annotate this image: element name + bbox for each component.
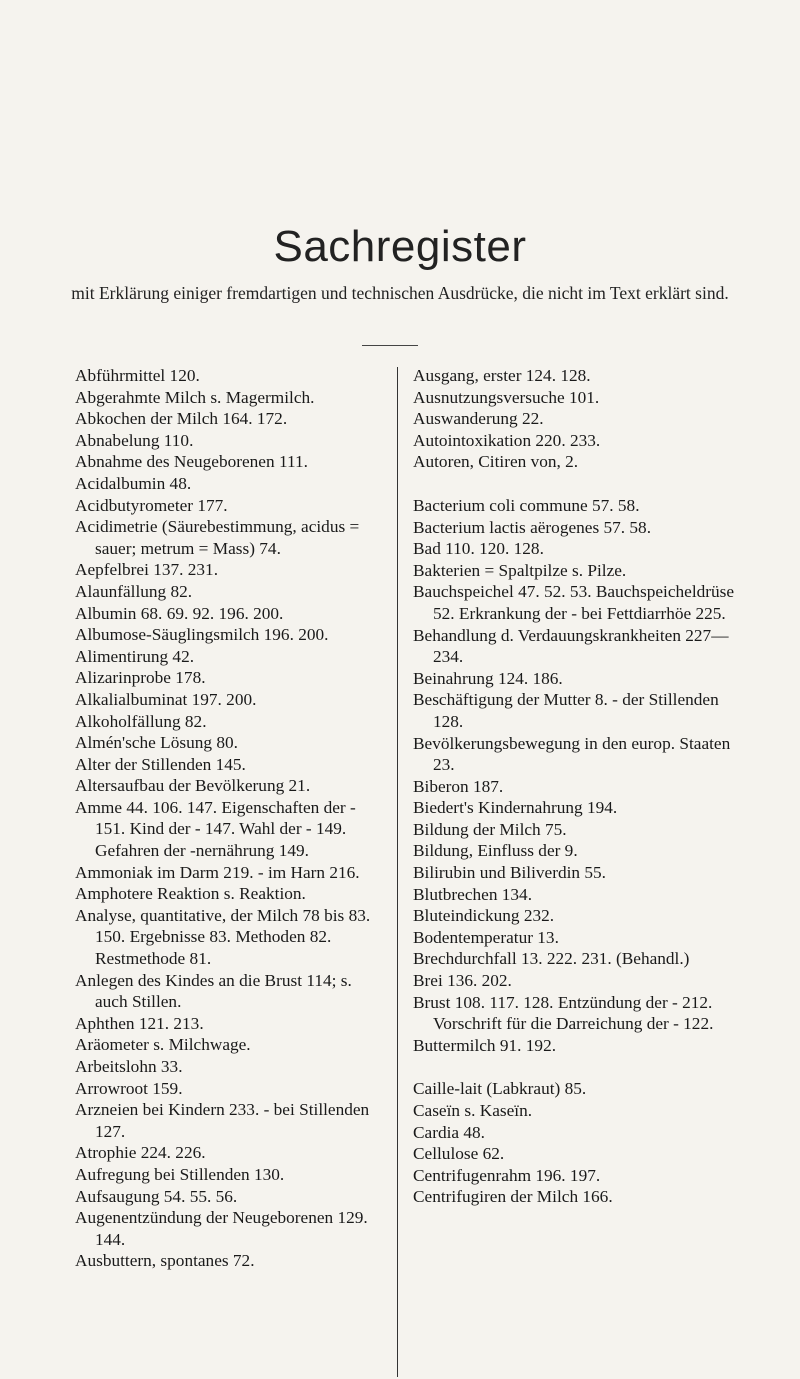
index-entry: Beinahrung 124. 186. — [413, 668, 563, 688]
index-entry: Caille-lait (Labkraut) 85. — [413, 1079, 587, 1099]
index-entry: Abnabelung 110. — [75, 430, 194, 450]
index-entry: Biedert's Kindernahrung 194. — [413, 798, 618, 818]
index-entry: Bevölkerungsbewegung in den europ. Staaten 23. — [413, 733, 731, 775]
index-entry: Augenentzündung der Neugeborenen 129. 144. — [75, 1208, 368, 1249]
index-entry: Ausgang, erster 124. 128. — [413, 366, 591, 385]
page-title: Sachregister — [273, 222, 527, 271]
index-entry: Bodentemperatur 13. — [413, 927, 559, 947]
index-entry: Caseïn s. Kaseïn. — [413, 1101, 533, 1120]
index-entry: Abkochen der Milch 164. 172. — [75, 409, 288, 429]
index-entry: Anlegen des Kindes an die Brust 114; s. auch Stillen. — [75, 970, 352, 1012]
index-entry: Centrifugiren der Milch 166. — [413, 1187, 613, 1207]
letter-group-gap — [413, 1056, 743, 1078]
index-entry: Alimentirung 42. — [75, 646, 195, 666]
index-entry: Brust 108. 117. 128. Entzündung der - 212. Vorschrift für die Darreichung der - 122. — [413, 992, 714, 1034]
index-entry: Cellulose 62. — [413, 1144, 505, 1164]
index-entry: Buttermilch 91. 192. — [413, 1035, 557, 1055]
index-entry: Arbeitslohn 33. — [75, 1057, 183, 1076]
index-left-column — [75, 365, 385, 1272]
page-subtitle: mit Erklärung einiger fremdartigen und technischen Ausdrücke, die nicht im Text erklärt sind. — [71, 283, 729, 303]
index-entry: Acidbutyrometer 177. — [75, 495, 228, 515]
index-entry: Behandlung d. Verdauungskrankheiten 227—234. — [413, 625, 729, 667]
index-entry: Bluteindickung 232. — [413, 906, 555, 926]
index-entry: Brechdurchfall 13. 222. 231. (Behandl.) — [413, 949, 690, 969]
index-entry: Amphotere Reaktion s. Reaktion. — [75, 884, 306, 904]
index-entry: Acidalbumin 48. — [75, 473, 192, 493]
index-entry: Alter der Stillenden 145. — [75, 754, 246, 774]
index-entry: Acidimetrie (Säurebestimmung, acidus = sauer; metrum = Mass) 74. — [75, 517, 360, 558]
index-entry: Almén'sche Lösung 80. — [75, 733, 238, 753]
index-entry: Aräometer s. Milchwage. — [75, 1035, 251, 1055]
index-entry: Altersaufbau der Bevölkerung 21. — [75, 776, 311, 796]
index-entry: Aufregung bei Stillenden 130. — [75, 1164, 285, 1184]
index-entry: Alaunfällung 82. — [75, 581, 193, 601]
index-entry: Cardia 48. — [413, 1122, 485, 1142]
index-entry: Blutbrechen 134. — [413, 884, 533, 904]
index-entry: Ausbuttern, spontanes 72. — [75, 1251, 255, 1271]
index-entry: Abgerahmte Milch s. Magermilch. — [75, 387, 315, 407]
index-entry: Bildung, Einfluss der 9. — [413, 841, 578, 861]
index-entry: Bilirubin und Biliverdin 55. — [413, 863, 606, 883]
index-entry: Biberon 187. — [413, 776, 504, 796]
index-entry: Ammoniak im Darm 219. - im Harn 216. — [75, 862, 360, 882]
index-entry: Aufsaugung 54. 55. 56. — [75, 1186, 238, 1206]
index-entry: Bakterien = Spaltpilze s. Pilze. — [413, 560, 627, 580]
index-entry: Albumin 68. 69. 92. 196. 200. — [75, 603, 284, 623]
index-entry: Alkoholfällung 82. — [75, 711, 207, 731]
index-entry: Arzneien bei Kindern 233. - bei Stillenden 127. — [75, 1100, 370, 1141]
title-rule — [362, 345, 418, 346]
index-entry: Alkalialbuminat 197. 200. — [75, 689, 257, 709]
index-entry: Brei 136. 202. — [413, 971, 512, 991]
index-right-column — [413, 365, 743, 1208]
letter-group-gap — [413, 473, 743, 495]
index-entry: Autoren, Citiren von, 2. — [413, 452, 579, 472]
index-entry: Amme 44. 106. 147. Eigenschaften der - 151. Kind der - 147. Wahl der - 149. Gefahren der -nernährung 149. — [75, 797, 356, 861]
index-entry: Bauchspeichel 47. 52. 53. Bauchspeicheldrüse 52. Erkrankung der - bei Fettdiarrhöe 225. — [413, 582, 735, 623]
index-entry: Aepfelbrei 137. 231. — [75, 560, 219, 580]
index-entry: Autointoxikation 220. 233. — [413, 430, 601, 450]
index-entry: Bacterium lactis aërogenes 57. 58. — [413, 517, 652, 537]
column-divider — [397, 367, 398, 1377]
index-entry: Beschäftigung der Mutter 8. - der Stillenden 128. — [413, 690, 719, 731]
index-entry: Abnahme des Neugeborenen 111. — [75, 452, 308, 472]
index-entry: Bacterium coli commune 57. 58. — [413, 495, 640, 515]
index-entry: Centrifugenrahm 196. 197. — [413, 1165, 601, 1185]
index-entry: Bildung der Milch 75. — [413, 819, 567, 839]
index-entry: Abführmittel 120. — [75, 366, 200, 385]
index-entry: Arrowroot 159. — [75, 1078, 183, 1098]
index-entry: Ausnutzungsversuche 101. — [413, 387, 600, 407]
index-entry: Albumose-Säuglingsmilch 196. 200. — [75, 625, 329, 645]
index-entry: Atrophie 224. 226. — [75, 1143, 206, 1163]
index-entry: Bad 110. 120. 128. — [413, 539, 544, 559]
index-entry: Auswanderung 22. — [413, 409, 544, 429]
index-entry: Alizarinprobe 178. — [75, 668, 206, 688]
index-entry: Analyse, quantitative, der Milch 78 bis 83. 150. Ergebnisse 83. Methoden 82. Restmethode 81. — [75, 905, 371, 969]
index-entry: Aphthen 121. 213. — [75, 1013, 204, 1033]
